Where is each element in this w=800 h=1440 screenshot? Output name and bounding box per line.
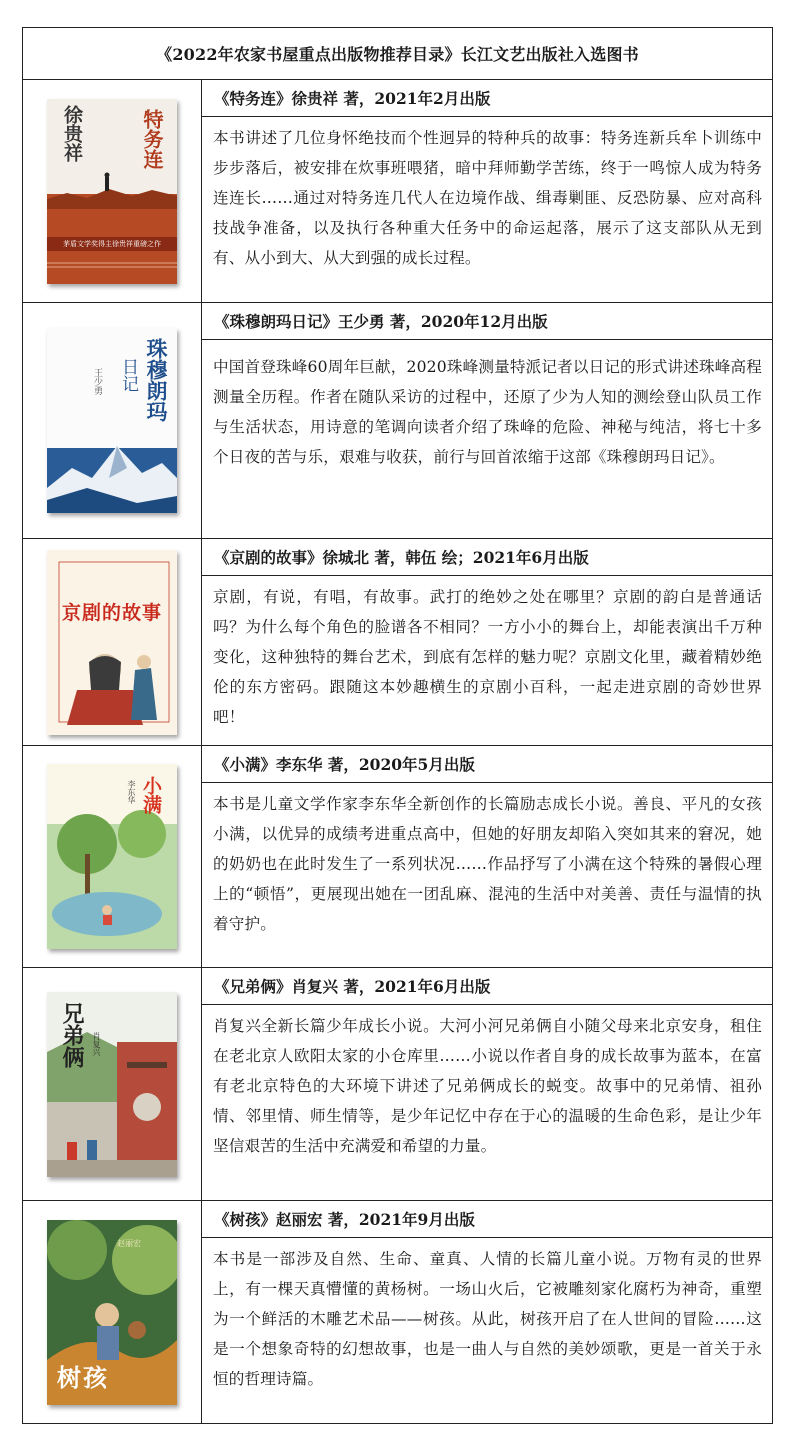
book-row [23,1201,772,1423]
book-heading: 《兄弟俩》肖复兴 著，2021年6月出版 [202,968,772,1005]
book-cover-cell [23,303,202,538]
cover-author: 王少勇 [92,368,102,395]
book-description: 本书是一部涉及自然、生命、童真、人情的长篇儿童小说。万物有灵的世界上，有一棵天真懵懂的黄杨树。一场山火后，它被雕刻家化腐朽为神奇，重塑为一个鲜活的木雕艺术品——树孩。从此，树孩开启了在人世间的冒险……这是一个想象奇特的幻想故事，也是一曲人与自然的美妙颂歌，更是一首关于永恒的哲理诗篇。 [213,1250,762,1388]
book-info [202,746,772,967]
book-cover-hutong [47,992,177,1177]
table-title: 《2022年农家书屋重点出版物推荐目录》长江文艺出版社入选图书 [23,28,772,80]
book-info [202,968,772,1200]
book-info [202,80,772,302]
book-heading: 《小满》李东华 著，2020年5月出版 [202,746,772,783]
book-heading: 《珠穆朗玛日记》王少勇 著，2020年12月出版 [202,303,772,340]
book-cover-cell [23,968,202,1200]
cover-title: 特务连 [140,108,164,169]
cover-author: 肖复兴 [92,1031,101,1056]
cover-title: 树孩 [57,1362,109,1392]
book-row [23,539,772,746]
book-description: 肖复兴全新长篇少年成长小说。大河小河兄弟俩自小随父母来北京安身，租住在老北京人欧阳太家的小仓库里……小说以作者自身的成长故事为蓝本，在富有老北京特色的大环境下讲述了兄弟俩成长的蜕变。故事中的兄弟情、祖孙情、邻里情、师生情等，是少年记忆中存在于心的温暖的生命色彩，是让少年坚信艰苦的生活中充满爱和希望的力量。 [213,1017,762,1155]
book-description: 本书是儿童文学作家李东华全新创作的长篇励志成长小说。善良、平凡的女孩小满，以优异的成绩考进重点高中，但她的好朋友却陷入突如其来的窘况，她的奶奶也在此时发生了一系列状况……作品抒写了小满在这个特殊的暑假心理上的“顿悟”，更展现出她在一团乱麻、混沌的生活中对美善、责任与温情的执着守护。 [213,795,762,933]
cover-title: 兄弟俩 [59,1001,85,1068]
cover-author: 李东华 [127,780,136,804]
book-row [23,303,772,539]
book-cover-cell [23,746,202,967]
book-cover-tree [47,1220,177,1405]
book-description: 中国首登珠峰60周年巨献，2020珠峰测量特派记者以日记的形式讲述珠峰高程测量全历程。作者在随队采访的过程中，还原了少为人知的测绘登山队员工作与生活状态，用诗意的笔调向读者介绍了珠峰的危险、神秘与纯洁，将七十多个日夜的苦与乐，艰难与收获，前行与回首浓缩于这部《珠穆朗玛日记》。 [213,358,762,466]
book-description: 京剧，有说，有唱，有故事。武打的绝妙之处在哪里？京剧的韵白是普通话吗？为什么每个角色的脸谱各不相同？一方小小的舞台上，却能表演出千万种变化，这种独特的舞台艺术，到底有怎样的魅力呢？京剧文化里，藏着精妙绝伦的东方密码。跟随这本妙趣横生的京剧小百科，一起走进京剧的奇妙世界吧！ [213,588,762,726]
book-row [23,746,772,968]
cover-title: 小满 [140,776,162,814]
book-cover-lake [47,764,177,949]
book-row [23,80,772,303]
cover-author: 徐贵祥 [61,104,83,162]
book-info [202,303,772,538]
cover-title: 京剧的故事 [61,601,162,624]
book-cover-cell [23,1201,202,1423]
cover-title: 珠穆朗玛 [144,338,169,422]
book-info [202,539,772,745]
book-heading: 《树孩》赵丽宏 著，2021年9月出版 [202,1201,772,1238]
book-heading: 《京剧的故事》徐城北 著，韩伍 绘；2021年6月出版 [202,539,772,576]
book-cover-cell [23,80,202,302]
cover-subtitle: 日记 [118,358,138,392]
book-cover-desert [47,99,177,284]
book-cover-cell [23,539,202,745]
book-cover-mountain [47,328,177,513]
book-info [202,1201,772,1423]
book-description: 本书讲述了几位身怀绝技而个性迥异的特种兵的故事：特务连新兵牟卜训练中步步落后，被安排在炊事班喂猪，暗中拜师勤学苦练，终于一鸣惊人成为特务连连长……通过对特务连几代人在边境作战、缉毒剿匪、反恐防暴、应对高科技战争准备，以及执行各种重大任务中的命运起落，展示了这支部队从无到有、从小到大、从大到强的成长过程。 [213,129,762,267]
cover-tagline: 茅盾文学奖得主徐贵祥重磅之作 [63,239,161,248]
cover-author: 赵丽宏 [117,1238,141,1248]
book-heading: 《特务连》徐贵祥 著，2021年2月出版 [202,80,772,117]
catalog-table [22,27,773,1424]
book-row [23,968,772,1201]
book-cover-opera [47,550,177,735]
